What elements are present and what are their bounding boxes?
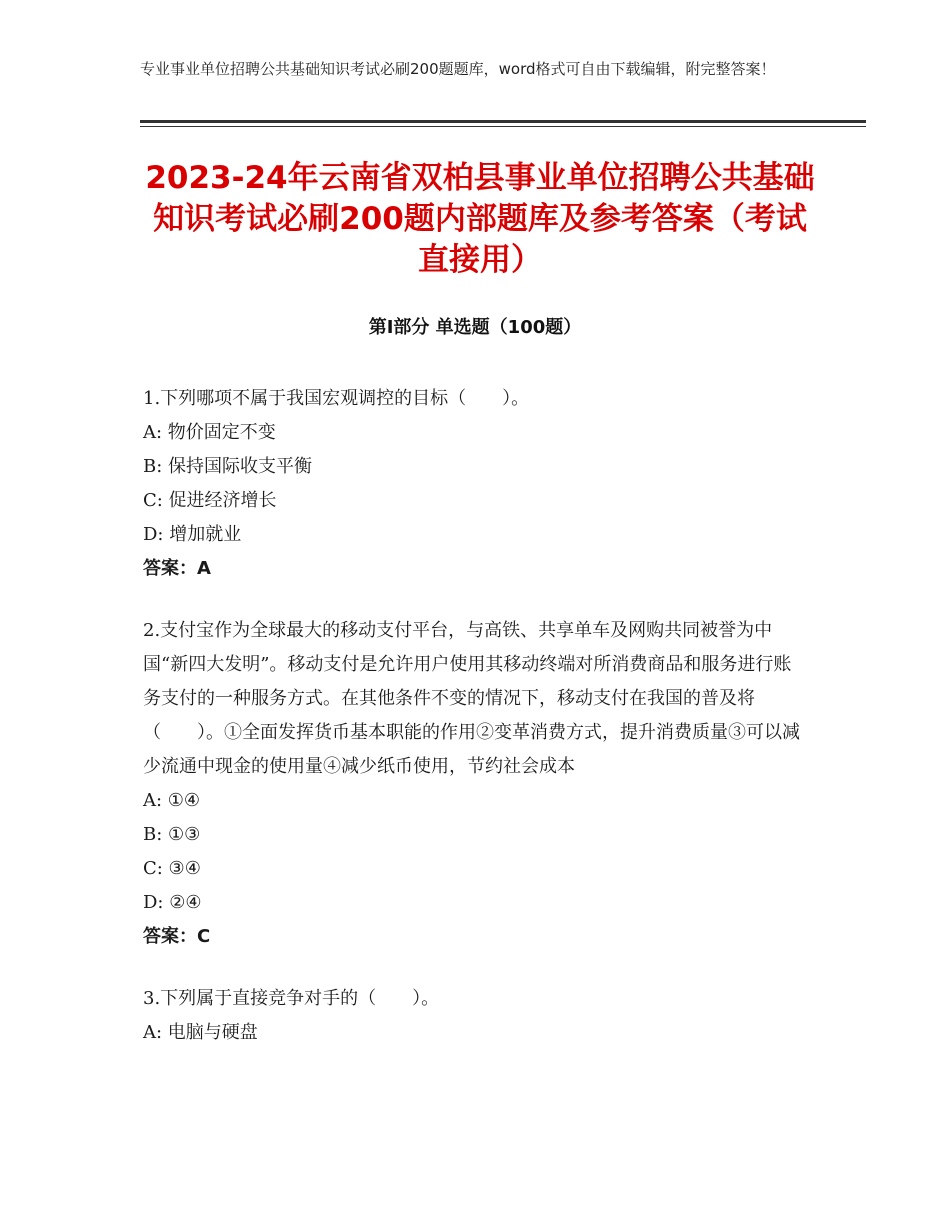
option-b: B: ①③ xyxy=(143,824,201,845)
option-c: C: ③④ xyxy=(143,858,201,879)
answer-line: 答案：A xyxy=(143,558,211,579)
question-stem: 3.下列属于直接竞争对手的（ ）。 xyxy=(143,988,440,1009)
option-d: D: ②④ xyxy=(143,892,202,913)
question-stem: 1.下列哪项不属于我国宏观调控的目标（ ）。 xyxy=(143,388,530,409)
document-title: 2023-24年云南省双柏县事业单位招聘公共基础知识考试必刷200题内部题库及参考答案（考试直接用） xyxy=(145,160,815,278)
question-list xyxy=(143,382,803,1078)
header-rule-thin xyxy=(140,126,866,127)
header-rule-thick xyxy=(140,120,866,123)
header-note: 专业事业单位招聘公共基础知识考试必刷200题题库，word格式可自由下载编辑，附完整答案！ xyxy=(140,60,776,78)
option-a: A: 物价固定不变 xyxy=(143,422,276,443)
section-title: 第Ⅰ部分 单选题（100题） xyxy=(368,317,582,338)
option-d: D: 增加就业 xyxy=(143,524,242,545)
question-stem: 2.支付宝作为全球最大的移动支付平台，与高铁、共享单车及网购共同被誉为中国“新四大发明”。移动支付是允许用户使用其移动终端对所消费商品和服务进行账务支付的一种服务方式。在其他条件不变的情况下，移动支付在我国的普及将（ ）。①全面发挥货币基本职能的作用②变革消费方式，提升消费质量③可以减少流通中现金的使用量④减少纸币使用，节约社会成本 xyxy=(143,620,800,777)
option-a: A: ①④ xyxy=(143,790,201,811)
option-a: A: 电脑与硬盘 xyxy=(143,1022,258,1043)
option-c: C: 促进经济增长 xyxy=(143,490,277,511)
question-3 xyxy=(143,982,803,1050)
question-2 xyxy=(143,614,803,954)
question-1 xyxy=(143,382,803,586)
answer-line: 答案：C xyxy=(143,926,211,947)
option-b: B: 保持国际收支平衡 xyxy=(143,456,313,477)
